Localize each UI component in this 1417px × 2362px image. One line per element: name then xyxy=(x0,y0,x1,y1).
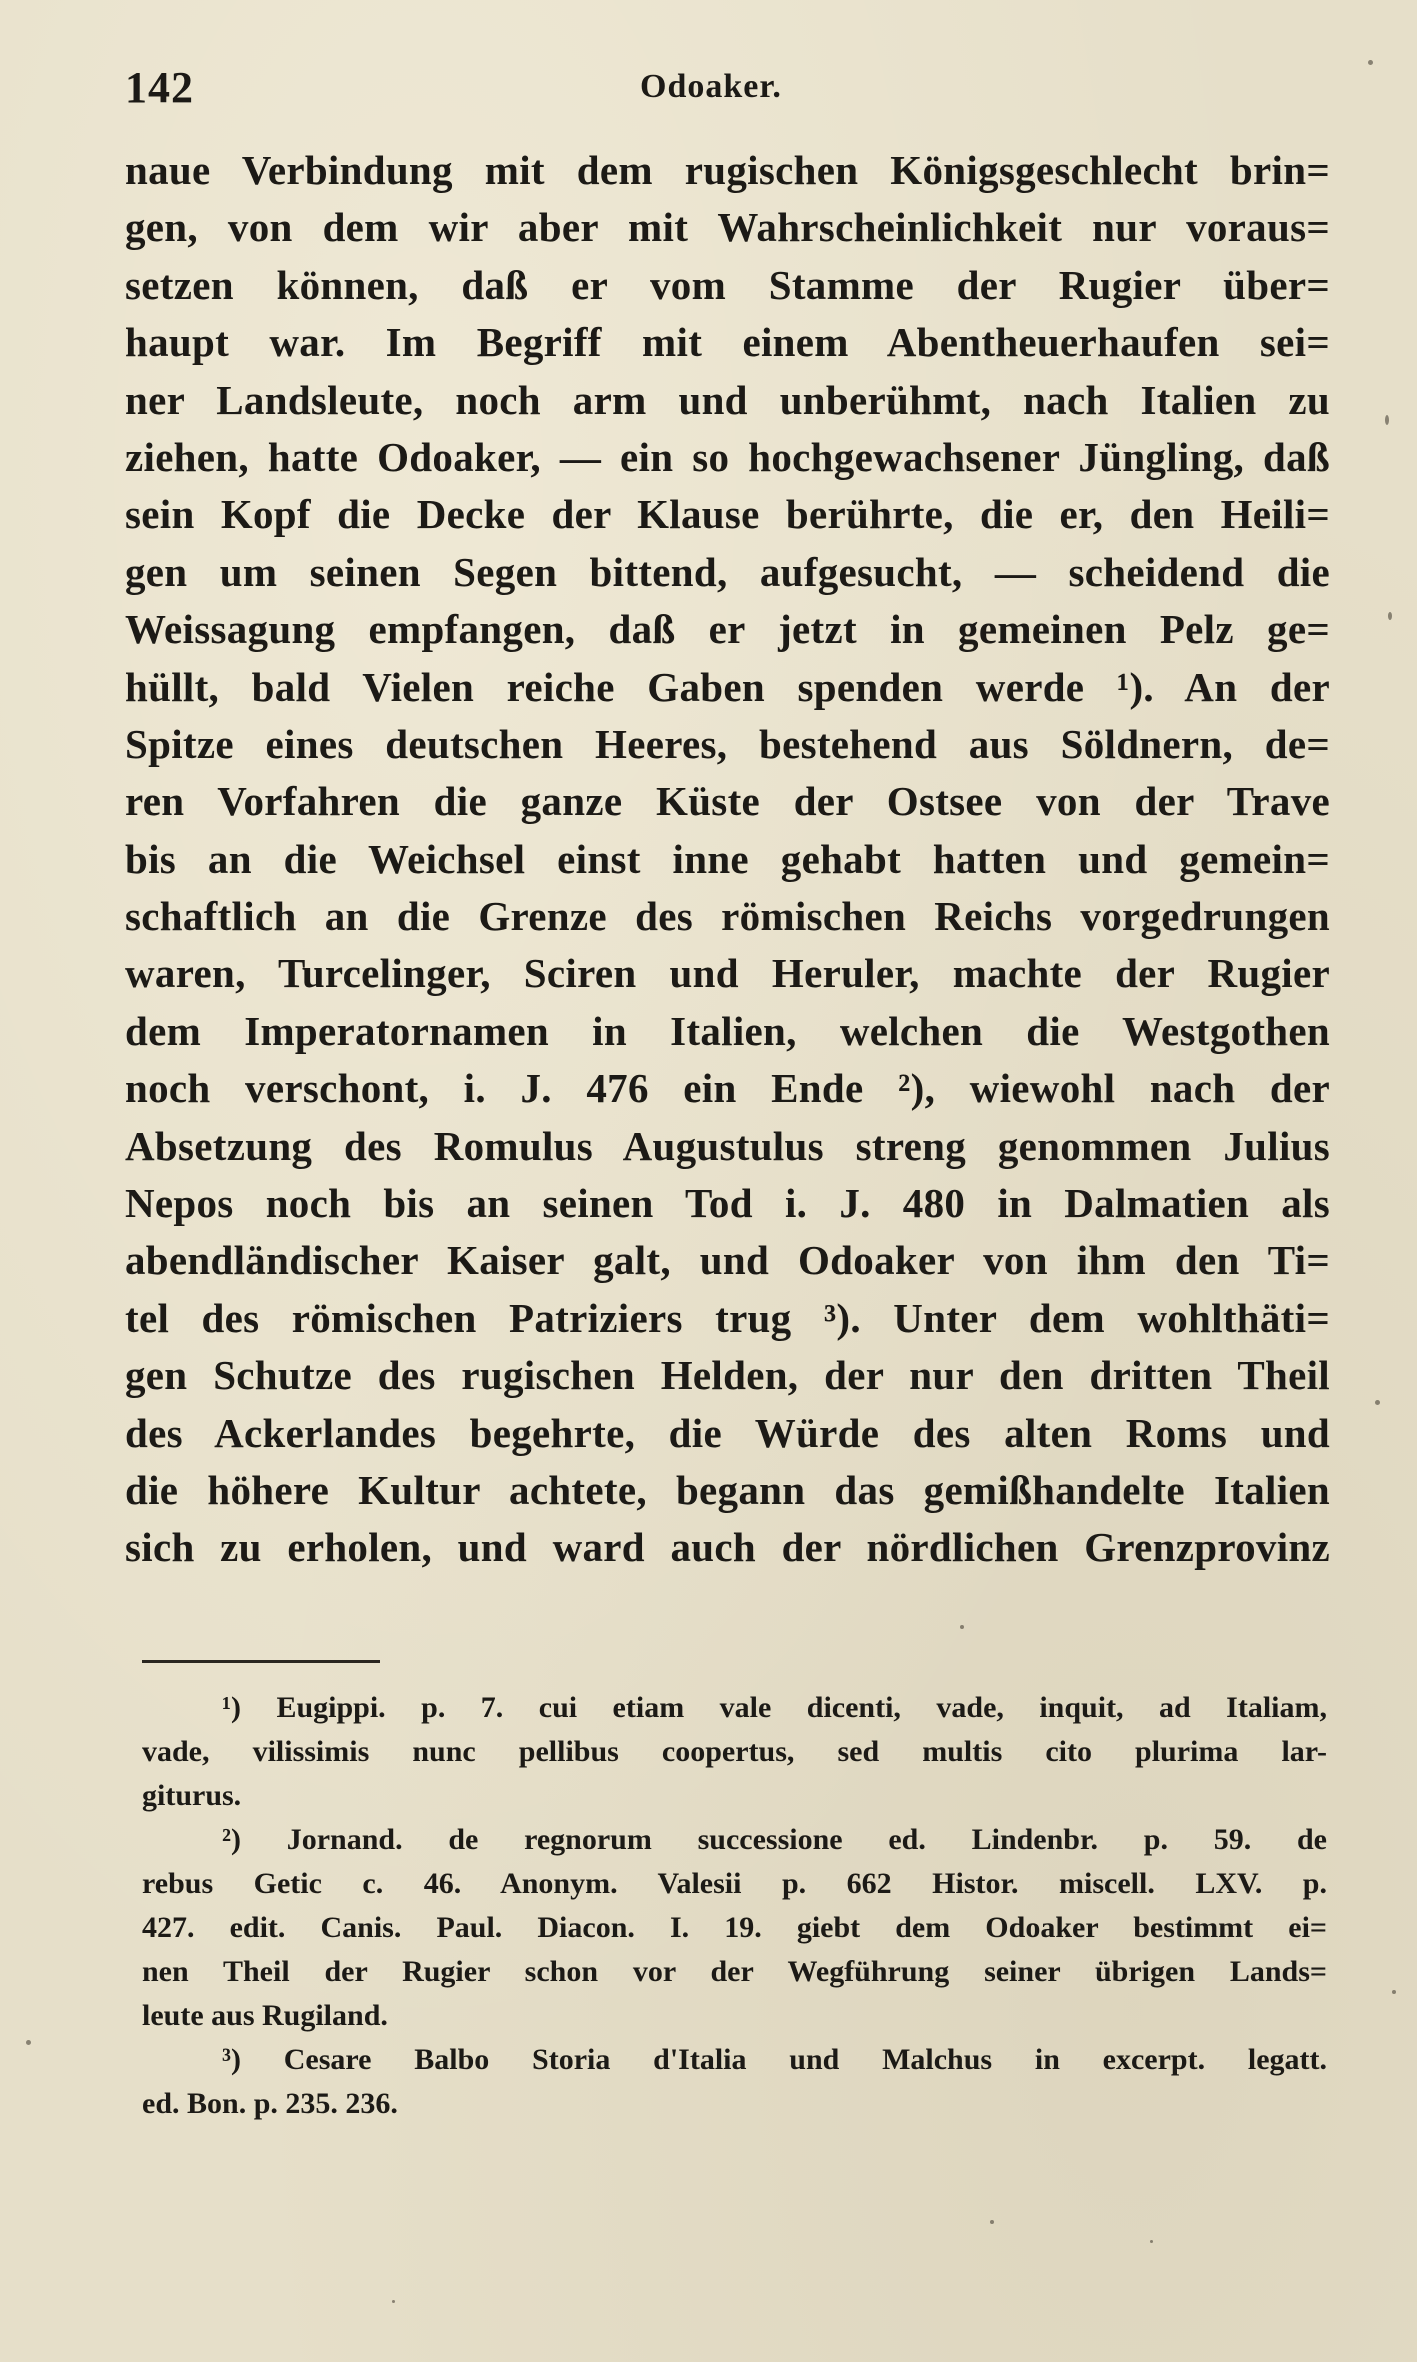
paper-speck xyxy=(1368,60,1373,65)
body-line: gen, von dem wir aber mit Wahrscheinlichkeit nur voraus= xyxy=(125,204,1330,251)
body-line: haupt war. Im Begriff mit einem Abentheuerhaufen sei= xyxy=(125,319,1330,366)
footnote-2-line: leute aus Rugiland. xyxy=(142,1999,388,2032)
footnote-2-line: ²) Jornand. de regnorum successione ed. Lindenbr. p. 59. de xyxy=(222,1823,1327,1856)
body-line: ren Vorfahren die ganze Küste der Ostsee von der Trave xyxy=(125,778,1330,825)
body-line: sich zu erholen, und ward auch der nördlichen Grenzprovinz xyxy=(125,1524,1330,1571)
footnote-divider xyxy=(142,1660,380,1663)
body-line: gen um seinen Segen bittend, aufgesucht, — scheidend die xyxy=(125,548,1330,595)
footnotes xyxy=(142,1686,1327,2126)
paper-speck xyxy=(1150,2240,1153,2243)
running-title: Odoaker. xyxy=(640,68,782,105)
paper-speck xyxy=(1392,1990,1396,1994)
body-line: Spitze eines deutschen Heeres, bestehend aus Söldnern, de= xyxy=(125,720,1330,767)
body-line: Absetzung des Romulus Augustulus streng genommen Julius xyxy=(125,1122,1330,1169)
body-line: gen Schutze des rugischen Helden, der nur den dritten Theil xyxy=(125,1352,1330,1399)
footnote-1-line: vade, vilissimis nunc pellibus coopertus, sed multis cito plurima lar- xyxy=(142,1735,1327,1768)
page-header xyxy=(125,62,1325,122)
body-line: hüllt, bald Vielen reiche Gaben spenden werde ¹). An der xyxy=(125,663,1330,710)
footnote-3-line: ed. Bon. p. 235. 236. xyxy=(142,2087,398,2120)
body-line: schaftlich an die Grenze des römischen Reichs vorgedrungen xyxy=(125,893,1330,940)
body-line: noch verschont, i. J. 476 ein Ende ²), wiewohl nach der xyxy=(125,1065,1330,1112)
paper-speck xyxy=(26,2040,31,2045)
paper-speck xyxy=(1385,415,1389,425)
footnote-3-line: ³) Cesare Balbo Storia d'Italia und Malchus in excerpt. legatt. xyxy=(222,2043,1327,2076)
paper-speck xyxy=(990,2220,994,2224)
body-line: naue Verbindung mit dem rugischen Königsgeschlecht brin= xyxy=(125,147,1330,193)
paper-speck xyxy=(392,2300,395,2303)
page-number: 142 xyxy=(125,63,194,112)
body-line: die höhere Kultur achtete, begann das gemißhandelte Italien xyxy=(125,1466,1330,1513)
footnote-2-line: 427. edit. Canis. Paul. Diacon. I. 19. giebt dem Odoaker bestimmt ei= xyxy=(142,1911,1327,1944)
paper-speck xyxy=(1375,1400,1380,1405)
body-text xyxy=(125,142,1330,1577)
footnote-1-line: giturus. xyxy=(142,1779,242,1812)
body-line: bis an die Weichsel einst inne gehabt hatten und gemein= xyxy=(125,835,1330,882)
body-line: Weissagung empfangen, daß er jetzt in gemeinen Pelz ge= xyxy=(125,606,1330,653)
body-line: abendländischer Kaiser galt, und Odoaker von ihm den Ti= xyxy=(125,1237,1330,1284)
footnote-1-line: ¹) Eugippi. p. 7. cui etiam vale dicenti, vade, inquit, ad Italiam, xyxy=(222,1691,1327,1724)
body-line: setzen können, daß er vom Stamme der Rugier über= xyxy=(125,261,1330,308)
body-line: des Ackerlandes begehrte, die Würde des alten Roms und xyxy=(125,1409,1330,1456)
body-line: Nepos noch bis an seinen Tod i. J. 480 in Dalmatien als xyxy=(125,1180,1330,1227)
footnote-2-line: rebus Getic c. 46. Anonym. Valesii p. 662 Histor. miscell. LXV. p. xyxy=(142,1867,1327,1900)
body-line: ziehen, hatte Odoaker, — ein so hochgewachsener Jüngling, daß xyxy=(125,433,1330,480)
body-line: dem Imperatornamen in Italien, welchen die Westgothen xyxy=(125,1007,1330,1054)
footnote-2-line: nen Theil der Rugier schon vor der Wegführung seiner übrigen Lands= xyxy=(142,1955,1327,1988)
body-line: tel des römischen Patriziers trug ³). Unter dem wohlthäti= xyxy=(125,1294,1330,1341)
body-line: ner Landsleute, noch arm und unberühmt, nach Italien zu xyxy=(125,376,1330,423)
body-line: waren, Turcelinger, Sciren und Heruler, machte der Rugier xyxy=(125,950,1330,997)
paper-speck xyxy=(960,1625,964,1629)
paper-speck xyxy=(1388,612,1392,620)
body-line: sein Kopf die Decke der Klause berührte, die er, den Heili= xyxy=(125,491,1330,538)
